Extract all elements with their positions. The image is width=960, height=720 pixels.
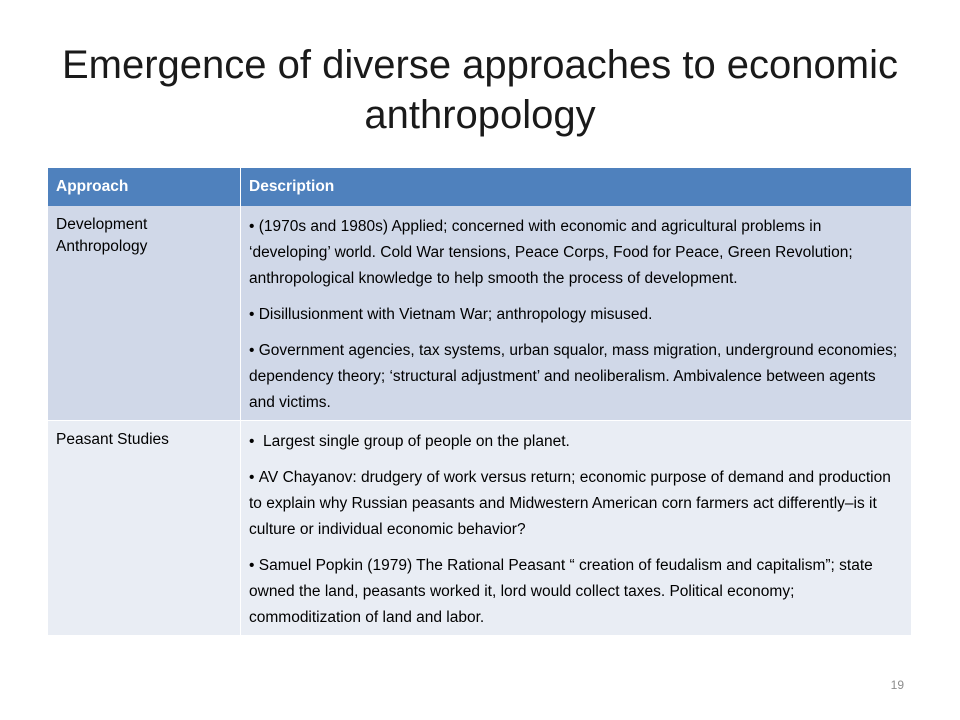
approaches-table bbox=[48, 168, 912, 636]
bullet-item bbox=[249, 338, 903, 416]
table-header-row bbox=[48, 168, 912, 206]
bullet-item bbox=[249, 302, 903, 328]
bullet-item bbox=[249, 553, 903, 631]
approach-cell: Development Anthropology bbox=[48, 206, 241, 421]
table-row bbox=[48, 206, 912, 421]
description-cell bbox=[241, 206, 912, 421]
slide-title: Emergence of diverse approaches to economic anthropology bbox=[61, 43, 898, 137]
bullet-item bbox=[249, 429, 903, 455]
bullet-item bbox=[249, 214, 903, 292]
bullet-text: Disillusionment with Vietnam War; anthropology misused. bbox=[258, 306, 653, 323]
bullet-item bbox=[249, 465, 903, 543]
bullet-text: AV Chayanov: drudgery of work versus return; economic purpose of demand and production to explain why Russian peasants and Midwestern American corn farmers act differently–is it culture or individual economic behavior? bbox=[249, 469, 891, 538]
description-cell bbox=[241, 421, 912, 636]
table-row bbox=[48, 421, 912, 636]
bullet-text: Largest single group of people on the planet. bbox=[258, 433, 570, 450]
bullet-icon: • bbox=[249, 306, 259, 323]
bullet-text: Samuel Popkin (1979) The Rational Peasant “ creation of feudalism and capitalism”; state owned the land, peasants worked it, lord would collect taxes. Political economy; commoditization of land and labor. bbox=[249, 557, 873, 626]
bullet-icon: • bbox=[249, 218, 259, 235]
header-description: Description bbox=[241, 168, 912, 206]
bullet-list bbox=[249, 214, 903, 416]
header-approach: Approach bbox=[48, 168, 241, 206]
slide-number: 19 bbox=[890, 678, 904, 692]
bullet-icon: • bbox=[249, 342, 259, 359]
bullet-text: (1970s and 1980s) Applied; concerned with economic and agricultural problems in ‘developing’ world. Cold War tensions, Peace Corps, Food for Peace, Green Revolution; anthropological knowledge to help smooth the process of development. bbox=[249, 218, 853, 287]
approach-cell: Peasant Studies bbox=[48, 421, 241, 636]
bullet-list bbox=[249, 429, 903, 631]
bullet-icon: • bbox=[249, 469, 259, 486]
bullet-icon: • bbox=[249, 433, 259, 450]
bullet-text: Government agencies, tax systems, urban squalor, mass migration, underground economies; dependency theory; ‘structural adjustment’ and neoliberalism. Ambivalence between agents and victims. bbox=[249, 342, 898, 411]
bullet-icon: • bbox=[249, 557, 259, 574]
